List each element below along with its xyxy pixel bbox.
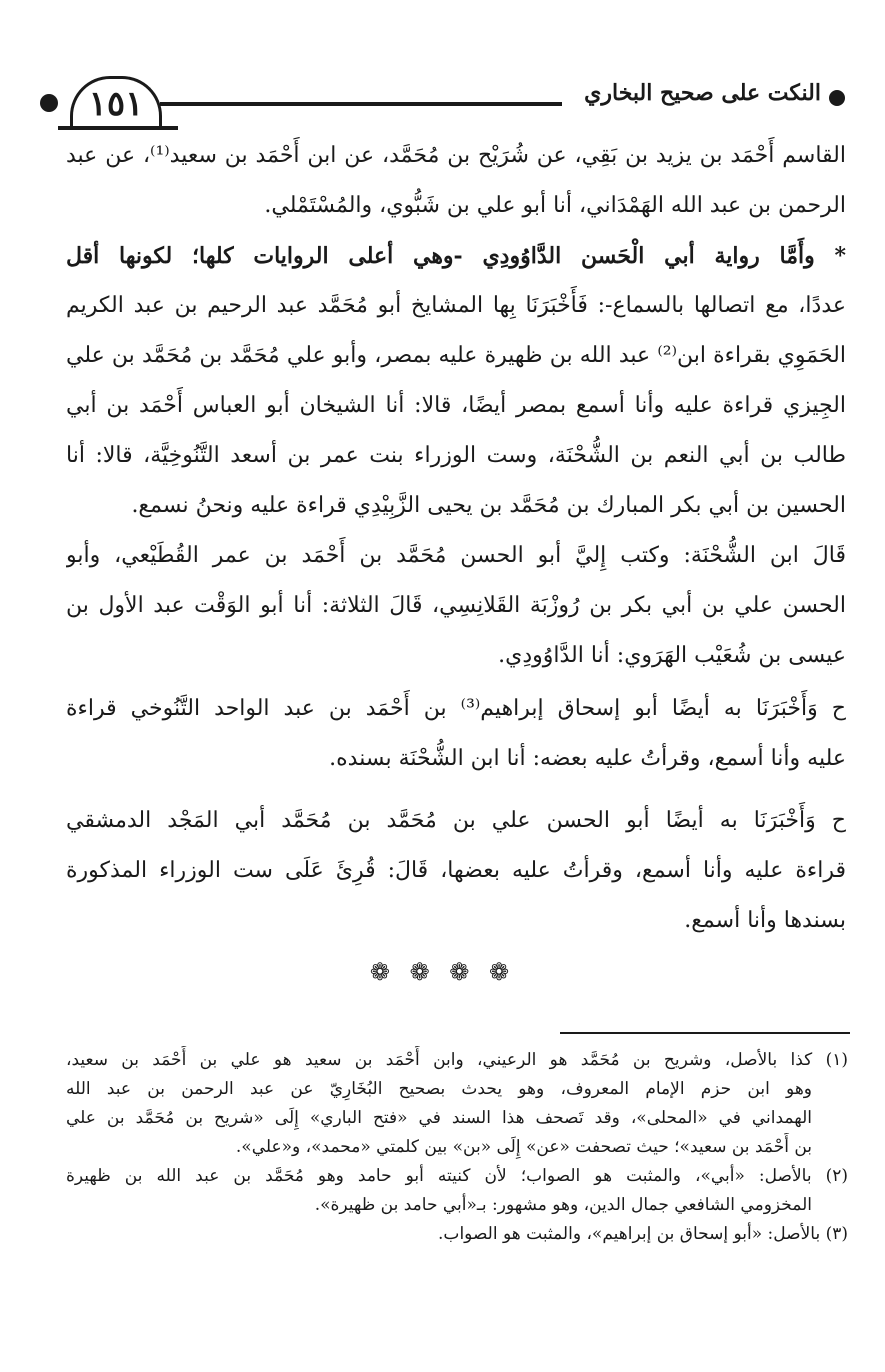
page-number-base <box>58 126 178 130</box>
body-line: * وأَمَّا رواية أبي الْحَسن الدَّاوُودِي -وهي أعلى الروايات كلها؛ لكونها أقل <box>66 243 846 269</box>
footnote-line: الهمداني في «المحلى»، وقد تَصحف هذا السند في «فتح الباري» إِلَى «شريح بن مُحَمَّد بن علي <box>66 1108 812 1128</box>
body-line: طالب بن أبي النعم بن الشُّحْنَة، وست الوزراء بنت عمر بن أسعد التَّنُوخِيَّة، قالا: أنا <box>66 443 846 468</box>
header-rule <box>160 102 562 106</box>
running-title: النكت على صحيح البخاري <box>584 80 821 106</box>
footnote-line: المخزومي الشافعي جمال الدين، وهو مشهور: بـ«أبي حامد بن ظهيرة». <box>314 1195 812 1215</box>
footnote-line: بن أَحْمَد بن سعيد»؛ حيث تصحفت «عن» إِلَى «بن» بين كلمتي «محمد»، و«علي». <box>235 1137 812 1157</box>
body-line: القاسم أَحْمَد بن يزيد بن بَقِي، عن شُرَيْح بن مُحَمَّد، عن ابن أَحْمَد بن سعيد⁽¹⁾، عن عبد <box>66 143 846 168</box>
body-block-3 <box>66 796 846 946</box>
body-line: عيسى بن شُعَيْب الهَرَوي: أنا الدَّاوُودِي. <box>498 643 846 668</box>
body-line: الحَمَوِي بقراءة ابن⁽²⁾ عبد الله بن ظهيرة عليه بمصر، وأبو علي مُحَمَّد بن مُحَمَّد بن علي <box>66 343 846 368</box>
footnote-line: وهو ابن حزم الإمام المعروف، وهو يحدث بصحيح البُخَارِيّ عن عبد الرحمن بن عبد الله <box>66 1079 812 1099</box>
page-header <box>40 72 845 132</box>
header-ornament-left <box>40 94 58 112</box>
body-line: الجِيزي قراءة عليه وأنا أسمع بمصر أيضًا، قالا: أنا الشيخان أبو العباس أَحْمَد بن أبي <box>66 393 846 418</box>
body-line: قَالَ ابن الشُّحْنَة: وكتب إِليَّ أبو الحسن مُحَمَّد بن أَحْمَد بن عمر القُطَيْعي، وأبو <box>66 543 846 568</box>
body-line: عددًا، مع اتصالها بالسماع-: فَأَخْبَرَنَا بِها المشايخ أبو مُحَمَّد عبد الرحيم بن عبد الكريم <box>66 293 846 318</box>
body-line: عليه وأنا أسمع، وقرأتُ عليه بعضه: أنا ابن الشُّحْنَة بسنده. <box>329 746 846 771</box>
section-ornament: ❁ ❁ ❁ ❁ <box>369 958 516 986</box>
header-ornament-right <box>829 90 845 106</box>
body-line: قراءة عليه وأنا أسمع، وقرأتُ عليه بعضها، قَالَ: قُرِئَ عَلَى ست الوزراء المذكورة <box>66 858 846 883</box>
body-line: الحسن علي بن أبي بكر بن رُوزْبَة القَلانِسِي، قَالَ الثلاثة: أنا أبو الوَقْت عبد الأول بن <box>66 593 846 618</box>
footnote-line: (٣) بالأصل: «أبو إسحاق بن إبراهيم»، والمثبت هو الصواب. <box>438 1224 848 1244</box>
body-line: الحسين بن أبي بكر المبارك بن مُحَمَّد بن يحيى الزَّبِيْدِي قراءة عليه ونحنُ نسمع. <box>131 493 846 518</box>
footnote-rule <box>560 1032 850 1034</box>
body-block-2 <box>66 684 846 784</box>
page-number: ١٥١ <box>70 76 162 128</box>
body-line: بسندها وأنا أسمع. <box>684 908 846 933</box>
footnote-line: (٢) بالأصل: «أبي»، والمثبت هو الصواب؛ لأن كنيته أبو حامد وهو مُحَمَّد بن عبد الله بن ظهيرة <box>66 1166 848 1186</box>
footnotes <box>66 1046 848 1249</box>
body-block-1 <box>66 131 846 681</box>
footnote-line: (١) كذا بالأصل، وشريح بن مُحَمَّد هو الرعيني، وابن أَحْمَد بن سعيد هو علي بن أَحْمَد بن سعيد، <box>66 1050 848 1070</box>
body-line: ح وَأَخْبَرَنَا به أيضًا أبو الحسن علي بن مُحَمَّد بن مُحَمَّد أبي المَجْد الدمشقي <box>66 808 846 833</box>
body-line: الرحمن بن عبد الله الهَمْدَاني، أنا أبو علي بن شَبُّوي، والمُسْتَمْلي. <box>264 193 846 218</box>
body-line: ح وَأَخْبَرَنَا به أيضًا أبو إسحاق إبراهيم⁽³⁾ بن أَحْمَد بن عبد الواحد التَّنُوخي قراءة <box>66 696 846 721</box>
